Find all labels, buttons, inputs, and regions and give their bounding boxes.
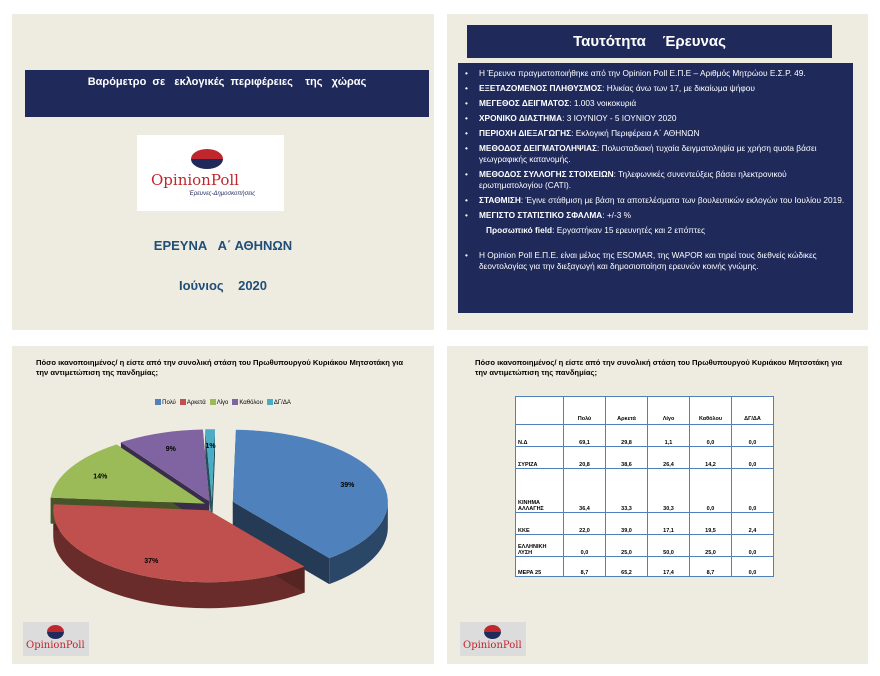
table-row-label: ΚΚΕ — [516, 513, 564, 535]
table-cell: 38,6 — [606, 447, 648, 469]
footer-logo — [23, 622, 89, 656]
table-cell: 39,0 — [606, 513, 648, 535]
identity-item-key: ΣΤΑΘΜΙΣΗ — [479, 195, 521, 205]
table-cell: 0,0 — [690, 469, 732, 513]
table-header-row — [516, 397, 774, 425]
logo-wordmark: OpinionPoll — [463, 640, 522, 651]
table-header-cell: Λίγο — [648, 397, 690, 425]
identity-item-key: ΧΡΟΝΙΚΟ ΔΙΑΣΤΗΜΑ — [479, 113, 563, 123]
identity-item — [464, 83, 847, 94]
bullet-icon: • — [465, 68, 468, 78]
identity-item-key: ΕΞΕΤΑΖΟΜΕΝΟΣ ΠΛΗΘΥΣΜΟΣ — [479, 83, 603, 93]
table-cell: 2,4 — [732, 513, 774, 535]
legend-label: ΔΓ/ΔΑ — [273, 400, 291, 406]
opinionpoll-logo — [137, 135, 284, 211]
table-row — [516, 425, 774, 447]
table-cell: 17,1 — [648, 513, 690, 535]
table-cell: 0,0 — [732, 557, 774, 577]
table-cell: 0,0 — [732, 469, 774, 513]
table-header-cell — [516, 397, 564, 425]
bullet-icon: • — [465, 98, 468, 108]
pie-data-label: 39% — [340, 481, 355, 489]
table-cell: 0,0 — [732, 425, 774, 447]
identity-list — [464, 68, 847, 272]
footer-logo — [460, 622, 526, 656]
identity-item-text: Η Opinion Poll Ε.Π.Ε. είναι μέλος της ESOMAR, της WAPOR και τηρεί τους διεθνείς κώδικες δεοντολογίας για την διεξαγωγή και δημοσιοποίηση ερευνών κοινής γνώμης. — [479, 250, 817, 271]
table-cell: 0,0 — [732, 447, 774, 469]
table-cell: 8,7 — [564, 557, 606, 577]
table-cell: 17,4 — [648, 557, 690, 577]
table-question: Πόσο ικανοποιημένος/ η είστε από την συνολική στάση του Πρωθυπουργού Κυριάκου Μητσοτάκη για την αντιμετώπιση της πανδημίας; — [475, 358, 843, 377]
bullet-icon: • — [465, 210, 468, 220]
chart-question: Πόσο ικανοποιημένος/ η είστε από την συνολική στάση του Πρωθυπουργού Κυριάκου Μητσοτάκη για την αντιμετώπιση της πανδημίας; — [36, 358, 404, 377]
legend-label: Πολύ — [162, 400, 176, 406]
bullet-icon: • — [465, 250, 468, 260]
bullet-icon: • — [465, 169, 468, 179]
identity-item-text: : Ηλικίας άνω των 17, με δικαίωμα ψήφου — [602, 83, 755, 93]
barometer-banner: Βαρόμετρο σε εκλογικές περιφέρειες της χώρας — [25, 70, 429, 117]
identity-item-text: : 1.003 νοικοκυριά — [569, 98, 637, 108]
identity-item-text: : 3 ΙΟΥΝΙΟΥ - 5 ΙΟΥΝΙΟΥ 2020 — [562, 113, 677, 123]
table-cell: 19,5 — [690, 513, 732, 535]
table-cell: 0,0 — [732, 535, 774, 557]
identity-item-key: ΜΕΘΟΔΟΣ ΔΕΙΓΜΑΤΟΛΗΨΙΑΣ — [479, 143, 597, 153]
table-cell: 0,0 — [564, 535, 606, 557]
table-cell: 69,1 — [564, 425, 606, 447]
table-row-label: ΕΛΛΗΝΙΚΗ ΛΥΣΗ — [516, 535, 564, 557]
identity-item — [464, 169, 847, 191]
logo-globe-icon — [484, 625, 501, 639]
table-header-cell: ΔΓ/ΔΑ — [732, 397, 774, 425]
table-row — [516, 513, 774, 535]
table-cell: 8,7 — [690, 557, 732, 577]
identity-item-text: : Τηλεφωνικές συνεντεύξεις βάσει ηλεκτρονικού ερωτηματολογίου (CATI). — [479, 169, 787, 190]
bullet-icon: • — [465, 143, 468, 153]
identity-item-text: Η Έρευνα πραγματοποιήθηκε από την Opinion Poll Ε.Π.Ε – Αριθμός Μητρώου Ε.Σ.Ρ. 49. — [479, 68, 806, 78]
identity-item — [464, 143, 847, 165]
table-header-cell: Αρκετά — [606, 397, 648, 425]
table-cell: 25,0 — [606, 535, 648, 557]
table-cell: 20,8 — [564, 447, 606, 469]
pie-chart — [12, 346, 434, 664]
pie-data-label: 9% — [165, 446, 176, 454]
identity-item-text: : Έγινε στάθμιση με βάση τα αποτελέσματα των βουλευτικών εκλογών του Ιουλίου 2019. — [520, 195, 845, 205]
identity-item — [464, 195, 847, 206]
table-cell: 25,0 — [690, 535, 732, 557]
identity-item-key: ΜΕΓΙΣΤΟ ΣΤΑΤΙΣΤΙΚΟ ΣΦΑΛΜΑ — [479, 210, 603, 220]
table-cell: 65,2 — [606, 557, 648, 577]
identity-item-key: ΜΕΘΟΔΟΣ ΣΥΛΛΟΓΗΣ ΣΤΟΙΧΕΙΩΝ — [479, 169, 614, 179]
identity-personnel — [464, 225, 847, 236]
bullet-icon: • — [465, 113, 468, 123]
slide-pie-chart — [12, 346, 434, 664]
pie-data-label: 37% — [144, 557, 159, 565]
table-row — [516, 447, 774, 469]
identity-item — [464, 210, 847, 221]
table-row — [516, 557, 774, 577]
results-table — [515, 396, 774, 577]
legend-label: Λίγο — [216, 400, 229, 406]
logo-globe-icon — [47, 625, 64, 639]
table-row-label: Ν.Δ — [516, 425, 564, 447]
identity-item — [464, 113, 847, 124]
bullet-icon: • — [465, 83, 468, 93]
pie-data-label: 14% — [93, 473, 108, 481]
identity-item-text: : Πολυσταδιακή τυχαία δειγματοληψία με χρήση quota βάσει γεωγραφικής κατανομής. — [479, 143, 817, 164]
slide-survey-identity — [447, 14, 868, 330]
table-cell: 36,4 — [564, 469, 606, 513]
survey-date: Ιούνιος 2020 — [178, 278, 268, 293]
table-row — [516, 469, 774, 513]
table-header-cell: Πολύ — [564, 397, 606, 425]
identity-item — [464, 128, 847, 139]
pie-data-label: 1% — [205, 443, 216, 451]
identity-item-text: : Εκλογική Περιφέρεια Α΄ ΑΘΗΝΩΝ — [571, 128, 700, 138]
table-row-label: ΜΕΡΑ 25 — [516, 557, 564, 577]
identity-item-text: : Εργαστήκαν 15 ερευνητές και 2 επόπτες — [552, 225, 705, 235]
table-row-label: ΣΥΡΙΖΑ — [516, 447, 564, 469]
identity-footer-item — [464, 250, 847, 272]
slide-table — [447, 346, 868, 664]
identity-item-text: : +/-3 % — [602, 210, 632, 220]
bullet-icon: • — [465, 195, 468, 205]
legend-label: Αρκετά — [186, 400, 206, 406]
bullet-icon: • — [465, 128, 468, 138]
identity-item-key: ΠΕΡΙΟΧΗ ΔΙΕΞΑΓΩΓΗΣ — [479, 128, 572, 138]
survey-title: ΕΡΕΥΝΑ Α΄ ΑΘΗΝΩΝ — [153, 238, 293, 253]
logo-tagline: Έρευνες-Δημοσκοπήσεις — [189, 191, 256, 197]
table-cell: 33,3 — [606, 469, 648, 513]
table-row — [516, 535, 774, 557]
slide-cover — [12, 14, 434, 330]
table-cell: 50,0 — [648, 535, 690, 557]
table-cell: 30,3 — [648, 469, 690, 513]
table-cell: 14,2 — [690, 447, 732, 469]
table-header-cell: Καθόλου — [690, 397, 732, 425]
logo-globe-icon — [191, 149, 223, 169]
table-cell: 22,0 — [564, 513, 606, 535]
table-cell: 1,1 — [648, 425, 690, 447]
table-cell: 26,4 — [648, 447, 690, 469]
identity-title: Ταυτότητα Έρευνας — [467, 25, 832, 58]
table-row-label: ΚΙΝΗΜΑ ΑΛΛΑΓΗΣ — [516, 469, 564, 513]
table-cell: 29,8 — [606, 425, 648, 447]
identity-item — [464, 68, 847, 79]
identity-item-key: ΜΕΓΕΘΟΣ ΔΕΙΓΜΑΤΟΣ — [479, 98, 570, 108]
logo-wordmark: OpinionPoll — [26, 640, 85, 651]
identity-item-key: Προσωπικό field — [486, 225, 553, 235]
logo-wordmark: OpinionPoll — [151, 171, 239, 189]
identity-item — [464, 98, 847, 109]
identity-body — [458, 63, 853, 313]
legend-label: Καθόλου — [239, 400, 263, 406]
table-cell: 0,0 — [690, 425, 732, 447]
